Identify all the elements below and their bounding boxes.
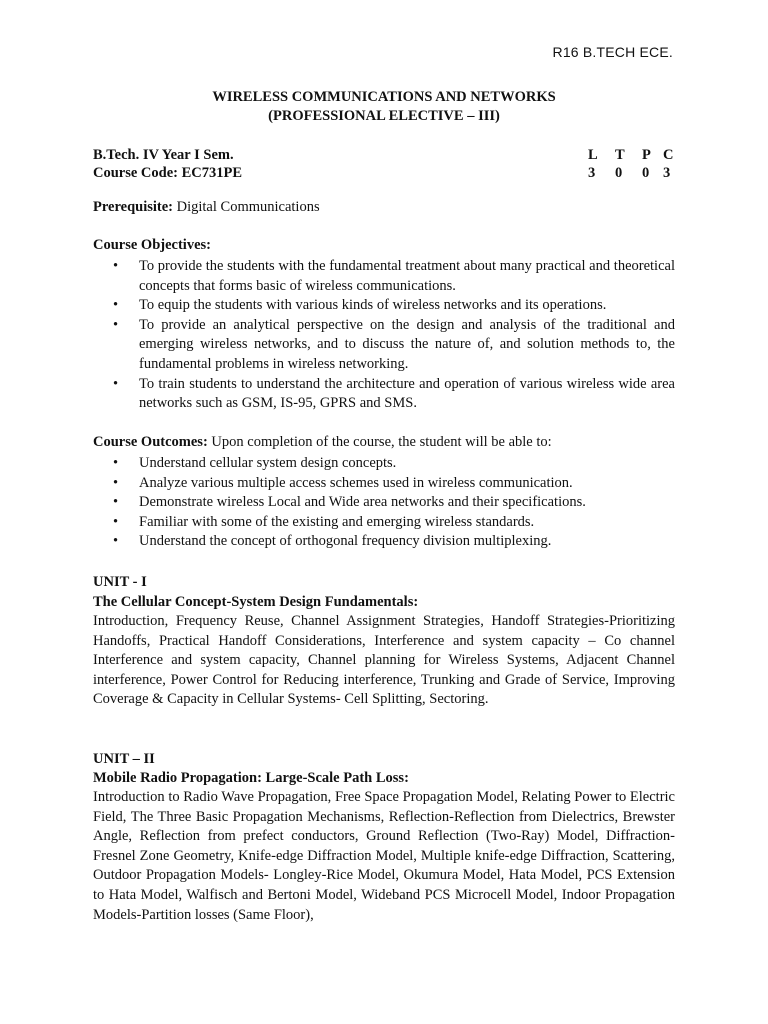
list-item xyxy=(113,375,675,414)
bullet-icon: • xyxy=(113,533,119,550)
objective-text: To equip the students with various kinds of wireless networks and its operations. xyxy=(139,297,607,314)
unit-1-content: Introduction, Frequency Reuse, Channel Assignment Strategies, Handoff Strategies-Prioritizing Handoffs, Practical Handoff Considerations, Interference and system capacity – Co channel Interference and system capacity, Channel planning for Wireless Systems, Adjacent Channel interference, Power Control for Reducing interference, Trunking and Grade of Service, Improving Coverage & Capacity in Cellular Systems- Cell Splitting, Sectoring. xyxy=(93,613,675,708)
list-item xyxy=(113,474,675,494)
ltpc-label-t: T xyxy=(615,147,625,163)
ltpc-table xyxy=(588,146,683,182)
outcomes-list xyxy=(113,454,675,552)
bullet-icon: • xyxy=(113,316,119,333)
ltpc-value-l: 3 xyxy=(588,165,596,181)
outcome-text: Demonstrate wireless Local and Wide area networks and their specifications. xyxy=(139,494,586,511)
ltpc-value-c: 3 xyxy=(663,165,671,181)
ltpc-values xyxy=(588,164,683,182)
unit-2-content: Introduction to Radio Wave Propagation, Free Space Propagation Model, Relating Power to Electric Field, The Three Basic Propagation Mechanisms, Reflection-Reflection from Dielectrics, Brewster Angle, Reflection from prefect conductors, Ground Reflection (Two-Ray) Model, Diffraction-Fresnel Zone Geometry, Knife-edge Diffraction Model, Multiple knife-edge Diffraction, Scattering, Outdoor Propagation Models- Longley-Rice Model, Okumura Model, Hata Model, PCS Extension to Hata Model, Walfisch and Bertoni Model, Wideband PCS Microcell Model, Indoor Propagation Models-Partition losses (Same Floor), xyxy=(93,789,675,923)
bullet-icon: • xyxy=(113,513,119,530)
ltpc-label-p: P xyxy=(642,147,651,163)
bullet-icon: • xyxy=(113,297,119,314)
list-item xyxy=(113,257,675,296)
course-info xyxy=(93,146,242,182)
unit-1-label: UNIT - I xyxy=(93,574,147,590)
list-item xyxy=(113,316,675,375)
outcomes-heading-line xyxy=(93,434,552,451)
ltpc-label-l: L xyxy=(588,147,598,163)
list-item xyxy=(113,513,675,533)
list-item xyxy=(113,296,675,316)
program-header: R16 B.TECH ECE. xyxy=(552,44,673,60)
bullet-icon: • xyxy=(113,375,119,392)
outcome-text: Familiar with some of the existing and emerging wireless standards. xyxy=(139,513,535,530)
bullet-icon: • xyxy=(113,494,119,511)
list-item xyxy=(113,493,675,513)
course-code: Course Code: EC731PE xyxy=(93,165,243,181)
objectives-heading: Course Objectives: xyxy=(93,237,211,253)
prerequisite-value: Digital Communications xyxy=(176,199,320,215)
objective-text: To provide the students with the fundamental treatment about many practical and theoretical concepts that forms basic of wireless communications. xyxy=(139,258,675,294)
objectives-list xyxy=(113,257,675,414)
prerequisite xyxy=(93,199,320,216)
bullet-icon: • xyxy=(113,258,119,274)
prerequisite-label: Prerequisite: xyxy=(93,199,173,215)
unit-1-title: The Cellular Concept-System Design Fundamentals: xyxy=(93,594,419,610)
outcome-text: Understand cellular system design concepts. xyxy=(139,455,397,471)
outcome-text: Analyze various multiple access schemes used in wireless communication. xyxy=(139,474,573,491)
list-item xyxy=(113,454,675,474)
unit-2-title: Mobile Radio Propagation: Large-Scale Path Loss: xyxy=(93,770,409,786)
ltpc-value-t: 0 xyxy=(615,165,623,181)
ltpc-value-p: 0 xyxy=(642,165,650,181)
bullet-icon: • xyxy=(113,455,119,471)
outcomes-heading: Course Outcomes: xyxy=(93,434,208,450)
bullet-icon: • xyxy=(113,474,119,491)
course-title: WIRELESS COMMUNICATIONS AND NETWORKS xyxy=(212,89,556,105)
course-subtitle: (PROFESSIONAL ELECTIVE – III) xyxy=(268,108,500,124)
ltpc-labels xyxy=(588,146,683,164)
ltpc-label-c: C xyxy=(663,147,674,163)
unit-2-label: UNIT – II xyxy=(93,751,155,767)
outcomes-intro: Upon completion of the course, the student will be able to: xyxy=(211,434,552,450)
year-semester: B.Tech. IV Year I Sem. xyxy=(93,147,234,163)
outcome-text: Understand the concept of orthogonal frequency division multiplexing. xyxy=(139,533,552,550)
list-item xyxy=(113,532,675,552)
objective-text: To train students to understand the architecture and operation of various wireless wide area networks such as GSM, IS-95, GPRS and SMS. xyxy=(139,375,675,412)
objective-text: To provide an analytical perspective on the design and analysis of the traditional and emerging wireless networks, and to discuss the nature of, and solution methods to, the fundamental problems in wireless networking. xyxy=(139,316,675,372)
